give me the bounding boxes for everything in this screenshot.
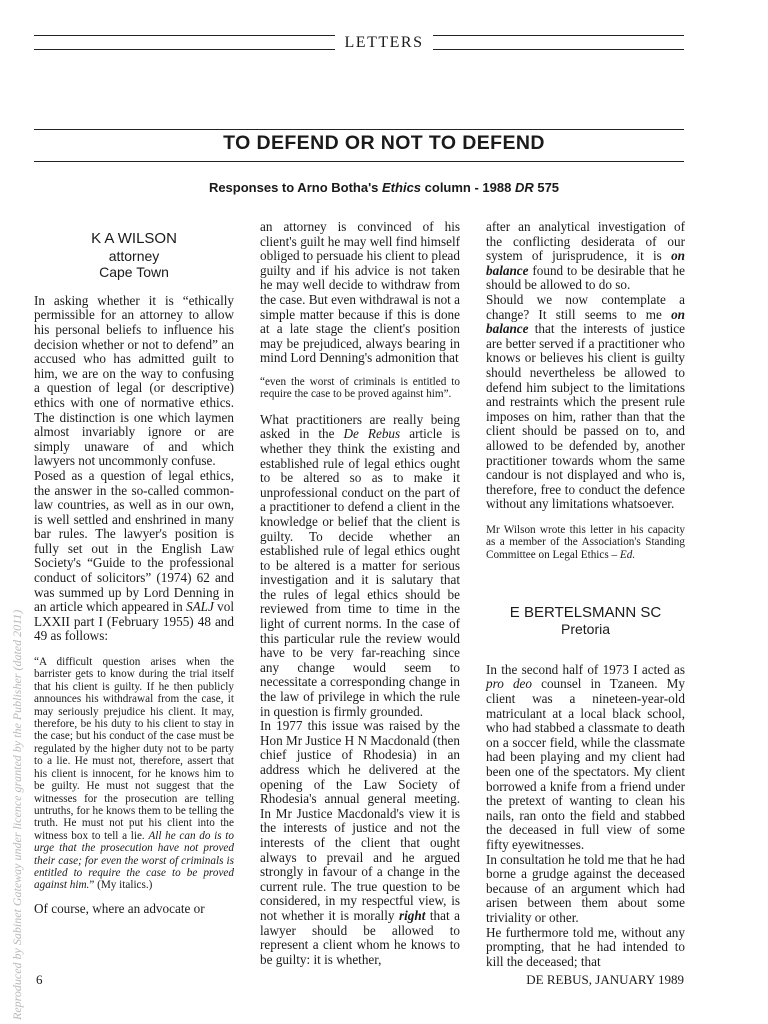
- note-italic: Ed.: [619, 549, 636, 562]
- paragraph-text: What practitioners are really being asked in the: [260, 411, 460, 442]
- paragraph-text: Should we now contemplate a change? It still seems to me: [486, 291, 685, 322]
- paragraph: In asking whether it is “ethically permissible for an attorney to allow his personal beliefs to influence his decision whether or not to defend” an accused who has admitted guilt to him, we are on the way to confusing a question of legal (or descriptive) ethics with one of normative ethics. The distinction is one which laymen almost invariably ignore or are simply unaware of and which lawyers not uncommonly confuse.: [34, 292, 234, 469]
- column-1: [34, 220, 234, 916]
- paragraph-text: that the interests of justice are better served if a practitioner who knows or believes his client is guilty should nevertheless be allowed to defend him subject to the limitations and restraints which the present rule imposes on him, rather than that the client should be passed on to, and allowed to be defended by, another practitioner towards whom the same candour is not displayed and who is, therefore, free to conduct the defence without any limitations whatsoever.: [486, 321, 685, 512]
- author-place: Cape Town: [99, 264, 169, 281]
- paragraph: [260, 719, 460, 967]
- paragraph-italic: De Rebus: [343, 426, 401, 442]
- column-2: [260, 220, 460, 967]
- paragraph-text: that a lawyer should be allowed to represent a client whom he knows to be guilty: it is whether,: [260, 907, 460, 967]
- quote-italic: All he can do is to urge that the prosecution have not proved their case; for even the worst of criminals is entitled to require the case to be proved against him.: [34, 829, 235, 892]
- editor-note: [486, 524, 685, 562]
- quote-text: “A difficult question arises when the barrister gets to know during the trial itself that his client is guilty. If he then publicly announces his withdrawal from the case, it may seriously prejudice his client. It may, therefore, be his duty to his client to stay in the case; but his conduct of the case must be regulated by the higher duty not to be party to a lie. He must not, therefore, assert that his client is innocent, for he knows him to be guilty. He must not suggest that the witnesses for the prosecution are telling untruths, for he knows them to be telling the truth. He must not put his client into the witness box to tell a lie.: [34, 656, 234, 842]
- author-wilson: [34, 232, 234, 280]
- paragraph: He furthermore told me, without any prompting, that he had intended to kill the deceased; that: [486, 924, 685, 969]
- paragraph-text: vol LXXII part I (February 1955) 48 and 49 as follows:: [34, 599, 234, 644]
- author-place: Pretoria: [560, 621, 611, 638]
- section-label-text: LETTERS: [335, 34, 434, 51]
- headline-rule-top: [34, 129, 684, 130]
- subhead-middle: column - 1988: [421, 180, 515, 195]
- paragraph-text: article is whether they think the existing and established rule of legal ethics ought to be altered so as to make it unprofessional conduct on the part of a practitioner to defend a client in the knowledge or belief that the client is guilty. To decide whether an established rule of legal ethics ought to be altered is a matter for serious investigation and it is salutary that the rules of legal ethics should be reviewed from time to time in the light of current norms. In the case of this particular rule the review would have to be very far-reaching since any change would seem to necessitate a corresponding change in the law of privilege in which the rule in question is firmly grounded.: [260, 426, 460, 719]
- side-watermark: [0, 520, 24, 1020]
- publication-line: DE REBUS, JANUARY 1989: [526, 972, 684, 987]
- paragraph-italic: right: [398, 907, 426, 923]
- paragraph: [486, 220, 685, 293]
- paragraph-text: In 1977 this issue was raised by the Hon Mr Justice H N Macdonald (then chief justice of Rhodesia) in an address which he delivered at the opening of the Law Society of Rhodesia's annual general meeting. In Mr Justice Macdonald's view it is the interests of justice and not the interests of the client that ought always to prevail and he argued strongly in favour of a change in the current rule. The true question to be considered, in my respectful view, is not whether it is morally: [260, 718, 460, 923]
- section-label: [0, 34, 768, 52]
- headline: TO DEFEND OR NOT TO DEFEND: [223, 132, 545, 154]
- paragraph-italic: SALJ: [186, 599, 214, 615]
- paragraph-italic: on balance: [486, 248, 685, 278]
- author-name: K A WILSON: [91, 230, 177, 247]
- paragraph: an attorney is convinced of his client's guilt he may well find himself obliged to persuade his client to plead guilty and if his advice is not taken he may well decide to withdraw from the case. But even withdrawal is not a simple matter because if this is done at a late stage the client's position may be prejudiced, always bearing in mind Lord Denning's admonition that: [260, 219, 460, 366]
- subhead-suffix: 575: [533, 180, 560, 195]
- quote-text: ” (My italics.): [89, 879, 153, 892]
- subhead: [0, 180, 768, 195]
- column-3: [486, 220, 685, 969]
- note-text: Mr Wilson wrote this letter in his capacity as a member of the Association's Standing Committee on Legal Ethics –: [486, 523, 685, 562]
- paragraph-italic: on balance: [486, 306, 685, 337]
- side-watermark-text: Reproduced by Sabinet Gateway under licence granted by the Publisher (dated 2011): [10, 609, 24, 1020]
- author-name: E BERTELSMANN SC: [509, 603, 662, 621]
- paragraph: In consultation he told me that he had borne a grudge against the deceased because of an argument which had arisen between them about some triviality or other.: [486, 851, 685, 925]
- paragraph-text: In the second half of 1973 I acted as: [486, 661, 685, 677]
- paragraph-text: Posed as a question of legal ethics, the answer in the so-called common-law countries, as well as in our own, is well settled and enshrined in many bar rules. The lawyer's position is fully set out in the English Law Society's “Guide to the professional conduct of solicitors” (1974) 62 and was summed up by Lord Denning in an article which appeared in: [34, 467, 234, 615]
- quote-denning: [34, 656, 234, 892]
- paragraph: [34, 469, 234, 644]
- subhead-prefix: Responses to Arno Botha's: [208, 180, 383, 195]
- paragraph-text: after an analytical investigation of the conflicting desiderata of our system of jurisprudence, it is: [486, 219, 685, 264]
- author-bertelsmann: [486, 603, 685, 638]
- page-number: 6: [36, 972, 43, 987]
- quote-admonition: “even the worst of criminals is entitled to require the case to be proved against him”.: [260, 375, 460, 401]
- subhead-ethics: Ethics: [382, 180, 422, 195]
- paragraph-text: counsel in Tzaneen. My client was a nineteen-year-old matriculant at a local black school, who had stabbed a classmate to death on a soccer field, while the classmate had been playing and my client had been one of the spectators. My client borrowed a knife from a friend under the pretext of wanting to clean his nails, ran onto the field and stabbed the deceased in full view of some fifty eyewitnesses.: [486, 676, 685, 852]
- headline-rule-bottom: [34, 161, 684, 162]
- paragraph: [486, 663, 685, 853]
- paragraph-text: found to be desirable that he should be allowed to do so.: [486, 262, 685, 293]
- subhead-dr: DR: [514, 180, 534, 195]
- paragraph: [486, 293, 685, 512]
- paragraph-italic: pro deo: [486, 676, 532, 692]
- paragraph: Of course, where an advocate or: [34, 900, 205, 916]
- paragraph: [260, 413, 460, 719]
- author-role: attorney: [108, 247, 160, 264]
